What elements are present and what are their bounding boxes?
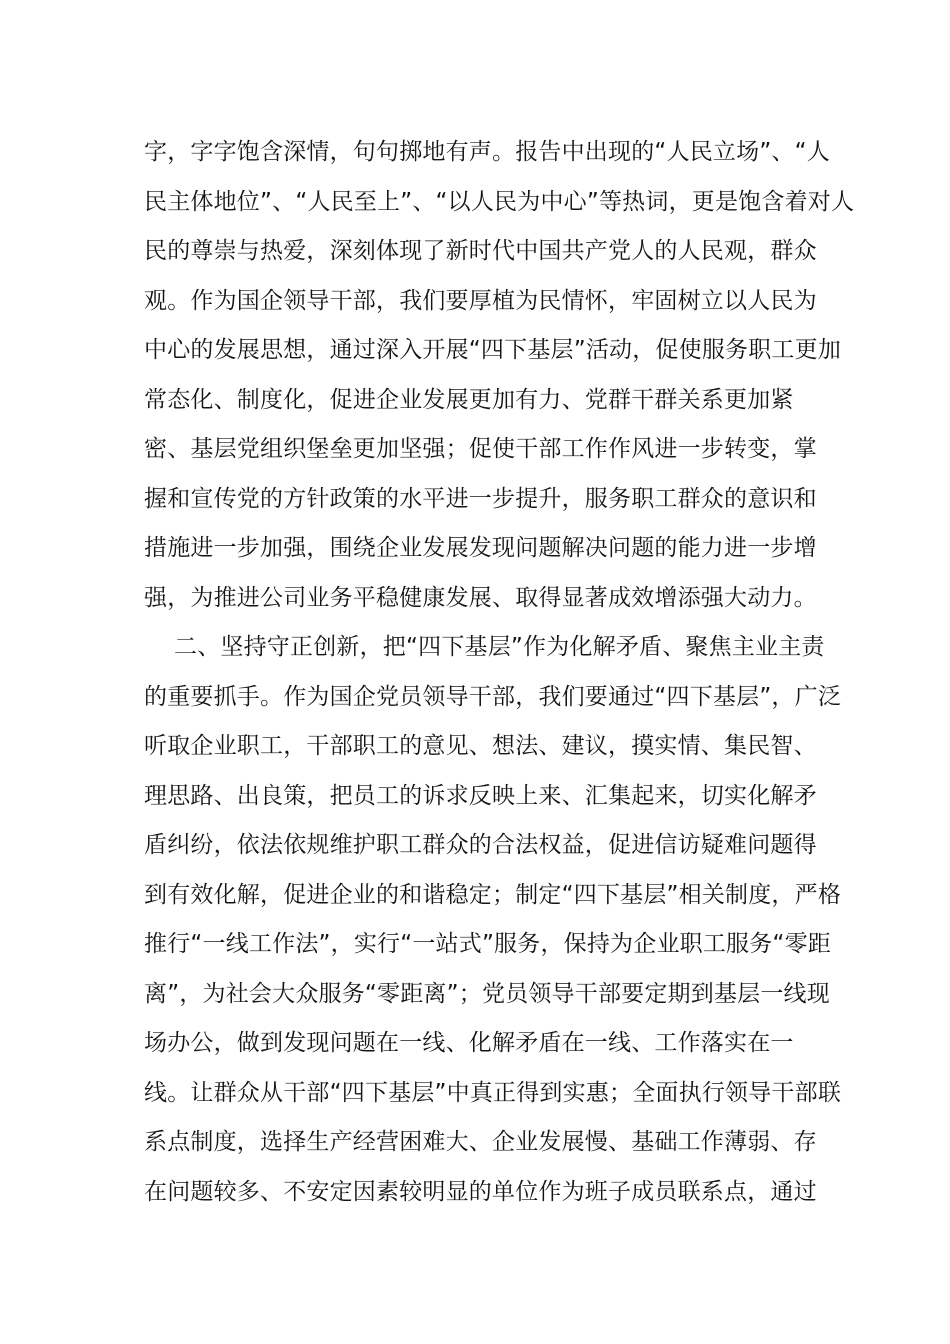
- text-line: 到有效化解，促进企业的和谐稳定；制定“四下基层”相关制度，严格: [144, 881, 842, 908]
- text-line: 观。作为国企领导干部，我们要厚植为民情怀，牢固树立以人民为: [144, 287, 817, 314]
- text-line: 字，字字饱含深情，句句掷地有声。报告中出现的“人民立场”、“人: [144, 139, 830, 165]
- text-line: 的重要抓手。作为国企党员领导干部，我们要通过“四下基层”，广泛: [144, 683, 842, 710]
- text-line: 密、基层党组织堡垒更加坚强；促使干部工作作风进一步转变，掌: [144, 436, 817, 462]
- text-line: 握和宣传党的方针政策的水平进一步提升，服务职工群众的意识和: [144, 485, 817, 512]
- text-line: 线。让群众从干部“四下基层”中真正得到实惠；全面执行领导干部联: [144, 1079, 842, 1106]
- text-line: 听取企业职工，干部职工的意见、想法、建议，摸实情、集民智、: [144, 733, 817, 759]
- body-text: [144, 128, 855, 1217]
- text-line: 措施进一步加强，围绕企业发展发现问题解决问题的能力进一步增: [144, 535, 817, 561]
- text-line: 理思路、出良策，把员工的诉求反映上来、汇集起来，切实化解矛: [144, 782, 817, 809]
- text-line: 盾纠纷，依法依规维护职工群众的合法权益，促进信访疑难问题得: [144, 832, 817, 858]
- text-line: 离”，为社会大众服务“零距离”；党员领导干部要定期到基层一线现: [144, 980, 830, 1007]
- text-line: 在问题较多、不安定因素较明显的单位作为班子成员联系点，通过: [144, 1178, 817, 1205]
- text-line: 民的尊崇与热爱，深刻体现了新时代中国共产党人的人民观，群众: [144, 238, 817, 264]
- text-line: 常态化、制度化，促进企业发展更加有力、党群干群关系更加紧: [144, 386, 794, 413]
- text-line: 推行“一线工作法”，实行“一站式”服务，保持为企业职工服务“零距: [144, 931, 831, 957]
- text-line: 中心的发展思想，通过深入开展“四下基层”活动，促使服务职工更加: [144, 337, 842, 363]
- paragraph-heading-line: 二、坚持守正创新，把“四下基层”作为化解矛盾、聚焦主业主责: [174, 634, 825, 660]
- text-line: 场办公，做到发现问题在一线、化解矛盾在一线、工作落实在一: [144, 1030, 794, 1056]
- text-line: 民主体地位”、“人民至上”、“以人民为中心”等热词，更是饱含着对人: [144, 188, 855, 215]
- text-line: 系点制度，选择生产经营困难大、企业发展慢、基础工作薄弱、存: [144, 1129, 817, 1155]
- text-line: 强，为推进公司业务平稳健康发展、取得显著成效增添强大动力。: [144, 584, 817, 611]
